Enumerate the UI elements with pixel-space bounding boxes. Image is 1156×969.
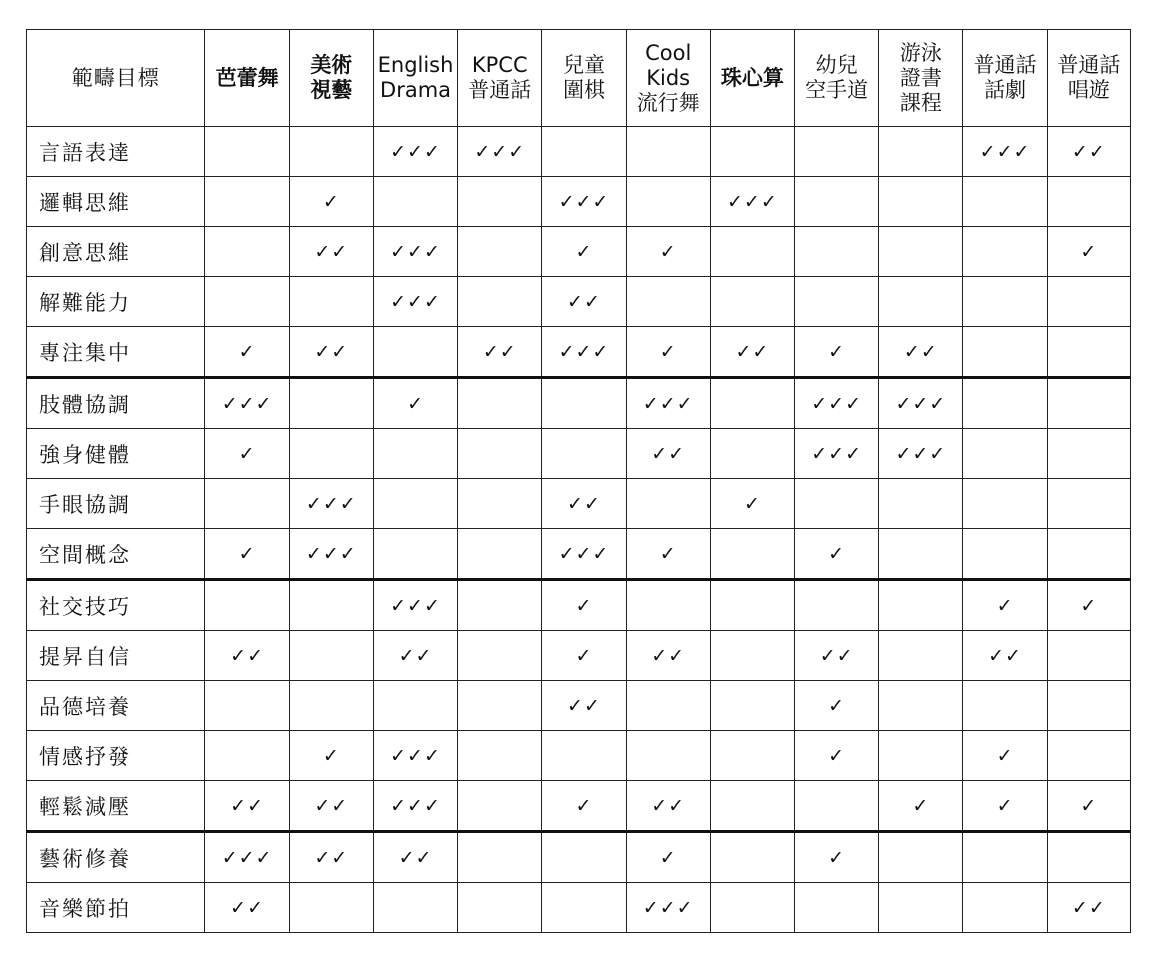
row-label: 品德培養 [27,681,205,731]
empty-cell [626,731,710,781]
checkmark-cell: ✓✓ [626,631,710,681]
checkmark-cell: ✓ [542,580,626,631]
checkmark-cell: ✓✓✓ [205,378,289,429]
empty-cell [542,127,626,177]
empty-cell [289,127,373,177]
checkmark-cell: ✓✓✓ [373,227,457,277]
checkmark-cell: ✓ [963,580,1047,631]
row-label: 音樂節拍 [27,883,205,933]
empty-cell [963,277,1047,327]
checkmark-cell: ✓✓ [963,631,1047,681]
checkmark-cell: ✓ [542,781,626,832]
table-row [27,327,1131,378]
checkmark-cell: ✓ [373,378,457,429]
empty-cell [963,378,1047,429]
empty-cell [205,177,289,227]
column-header [710,30,794,127]
column-header-line: 珠心算 [720,65,784,90]
checkmark-cell: ✓✓✓ [542,327,626,378]
checkmark-cell: ✓ [205,429,289,479]
empty-cell [710,429,794,479]
empty-cell [373,327,457,378]
empty-cell [626,580,710,631]
column-header-line: Cool [645,40,692,65]
empty-cell [373,479,457,529]
empty-cell [289,883,373,933]
column-header [879,30,963,127]
empty-cell [458,429,542,479]
empty-cell [963,177,1047,227]
empty-cell [289,378,373,429]
checkmark-cell: ✓ [795,681,879,731]
column-header [373,30,457,127]
empty-cell [289,580,373,631]
empty-cell [963,832,1047,883]
empty-cell [879,681,963,731]
row-label: 輕鬆減壓 [27,781,205,832]
checkmark-cell: ✓✓ [289,227,373,277]
table-row [27,731,1131,781]
row-label: 情感抒發 [27,731,205,781]
course-goals-table [26,29,1131,933]
empty-cell [963,327,1047,378]
empty-cell [710,227,794,277]
checkmark-cell: ✓ [626,529,710,580]
checkmark-cell: ✓✓ [710,327,794,378]
checkmark-cell: ✓✓✓ [879,378,963,429]
empty-cell [373,529,457,580]
checkmark-cell: ✓✓ [879,327,963,378]
table-row [27,529,1131,580]
column-header [289,30,373,127]
column-header [542,30,626,127]
table-row [27,580,1131,631]
column-header-line: 幼兒 [815,53,858,77]
checkmark-cell: ✓✓✓ [626,883,710,933]
column-header-line: 流行舞 [636,90,700,115]
empty-cell [205,681,289,731]
empty-cell [795,277,879,327]
empty-cell [710,580,794,631]
checkmark-cell: ✓✓✓ [542,529,626,580]
checkmark-cell: ✓ [1047,580,1130,631]
checkmark-cell: ✓✓ [626,429,710,479]
column-header [458,30,542,127]
row-label: 強身健體 [27,429,205,479]
empty-cell [289,429,373,479]
table-row [27,883,1131,933]
empty-cell [879,883,963,933]
column-header [626,30,710,127]
empty-cell [205,479,289,529]
empty-cell [373,681,457,731]
table-row [27,227,1131,277]
checkmark-cell: ✓✓ [205,883,289,933]
empty-cell [289,631,373,681]
empty-cell [1047,479,1130,529]
empty-cell [289,277,373,327]
empty-cell [795,127,879,177]
checkmark-cell: ✓✓✓ [710,177,794,227]
empty-cell [205,127,289,177]
row-label: 手眼協調 [27,479,205,529]
column-header-line: 美術 [310,53,353,77]
checkmark-cell: ✓✓ [205,781,289,832]
empty-cell [458,479,542,529]
checkmark-cell: ✓✓✓ [458,127,542,177]
empty-cell [458,883,542,933]
checkmark-cell: ✓ [289,731,373,781]
empty-cell [963,529,1047,580]
empty-cell [1047,429,1130,479]
empty-cell [626,277,710,327]
checkmark-cell: ✓✓✓ [963,127,1047,177]
empty-cell [626,681,710,731]
column-header-line: Drama [380,78,452,102]
empty-cell [458,227,542,277]
checkmark-cell: ✓ [205,529,289,580]
empty-cell [626,479,710,529]
empty-cell [710,781,794,832]
column-header-line: 證書 [899,65,942,90]
column-header-line: 視藝 [310,78,353,102]
empty-cell [1047,832,1130,883]
empty-cell [458,781,542,832]
empty-cell [458,681,542,731]
checkmark-cell: ✓ [626,327,710,378]
empty-cell [710,631,794,681]
empty-cell [879,529,963,580]
column-header [963,30,1047,127]
checkmark-cell: ✓✓ [542,681,626,731]
checkmark-cell: ✓✓✓ [373,127,457,177]
column-header-line: 圍棋 [562,78,605,102]
column-header [795,30,879,127]
checkmark-cell: ✓ [289,177,373,227]
checkmark-cell: ✓✓✓ [289,529,373,580]
empty-cell [458,378,542,429]
empty-cell [879,177,963,227]
checkmark-cell: ✓✓✓ [879,429,963,479]
checkmark-cell: ✓ [795,529,879,580]
checkmark-cell: ✓✓✓ [626,378,710,429]
table-row [27,429,1131,479]
empty-cell [1047,378,1130,429]
empty-cell [879,580,963,631]
empty-cell [542,429,626,479]
empty-cell [205,227,289,277]
checkmark-cell: ✓ [879,781,963,832]
row-label: 空間概念 [27,529,205,580]
empty-cell [963,479,1047,529]
column-header-line: 普通話 [1057,53,1121,77]
empty-cell [879,277,963,327]
empty-cell [710,127,794,177]
table-row [27,631,1131,681]
empty-cell [963,883,1047,933]
checkmark-cell: ✓ [963,731,1047,781]
corner-header: 範疇目標 [27,30,205,127]
empty-cell [205,731,289,781]
checkmark-cell: ✓✓✓ [373,781,457,832]
empty-cell [205,580,289,631]
checkmark-cell: ✓ [542,227,626,277]
checkmark-cell: ✓ [1047,227,1130,277]
table-row [27,378,1131,429]
checkmark-cell: ✓✓ [205,631,289,681]
empty-cell [795,227,879,277]
column-header-line: KPCC [471,53,528,77]
checkmark-cell: ✓ [963,781,1047,832]
empty-cell [710,832,794,883]
empty-cell [373,429,457,479]
table-row [27,681,1131,731]
checkmark-cell: ✓✓ [626,781,710,832]
empty-cell [879,479,963,529]
checkmark-cell: ✓✓✓ [795,378,879,429]
column-header-line: 課程 [899,90,942,115]
empty-cell [1047,731,1130,781]
checkmark-cell: ✓ [542,631,626,681]
row-label: 提昇自信 [27,631,205,681]
empty-cell [879,832,963,883]
table-row [27,127,1131,177]
checkmark-cell: ✓✓ [373,832,457,883]
checkmark-cell: ✓✓ [289,832,373,883]
empty-cell [458,731,542,781]
empty-cell [795,479,879,529]
empty-cell [963,681,1047,731]
checkmark-cell: ✓✓✓ [373,731,457,781]
empty-cell [458,177,542,227]
empty-cell [710,378,794,429]
checkmark-cell: ✓ [626,227,710,277]
checkmark-cell: ✓✓ [373,631,457,681]
checkmark-cell: ✓ [795,731,879,781]
empty-cell [795,883,879,933]
empty-cell [795,580,879,631]
empty-cell [710,883,794,933]
checkmark-cell: ✓✓ [542,479,626,529]
column-header-line: 游泳 [899,40,942,65]
empty-cell [1047,177,1130,227]
empty-cell [626,177,710,227]
table-row [27,177,1131,227]
checkmark-cell: ✓ [626,832,710,883]
column-header-line: 唱遊 [1067,78,1110,102]
empty-cell [205,277,289,327]
empty-cell [1047,277,1130,327]
empty-cell [879,631,963,681]
empty-cell [458,832,542,883]
checkmark-cell: ✓✓ [458,327,542,378]
table-row [27,832,1131,883]
column-header-line: 兒童 [562,53,605,77]
row-label: 肢體協調 [27,378,205,429]
empty-cell [542,731,626,781]
empty-cell [710,529,794,580]
empty-cell [542,378,626,429]
empty-cell [458,277,542,327]
checkmark-cell: ✓✓✓ [373,580,457,631]
table-body [27,127,1131,933]
row-label: 專注集中 [27,327,205,378]
empty-cell [1047,327,1130,378]
row-label: 邏輯思維 [27,177,205,227]
column-header-line: 普通話 [468,78,532,102]
empty-cell [373,177,457,227]
empty-cell [879,127,963,177]
column-header [1047,30,1130,127]
checkmark-cell: ✓ [1047,781,1130,832]
checkmark-cell: ✓✓✓ [373,277,457,327]
empty-cell [795,781,879,832]
checkmark-cell: ✓ [795,327,879,378]
row-label: 社交技巧 [27,580,205,631]
checkmark-cell: ✓ [710,479,794,529]
header-row [27,30,1131,127]
column-header-line: 話劇 [984,78,1027,102]
column-header-line: 芭蕾舞 [215,65,279,90]
column-header-line: English [377,53,454,77]
checkmark-cell: ✓✓ [1047,883,1130,933]
column-header [205,30,289,127]
empty-cell [710,277,794,327]
checkmark-cell: ✓✓ [289,327,373,378]
checkmark-cell: ✓ [205,327,289,378]
checkmark-cell: ✓✓ [289,781,373,832]
empty-cell [289,681,373,731]
empty-cell [373,883,457,933]
checkmark-cell: ✓✓ [795,631,879,681]
checkmark-cell: ✓✓ [1047,127,1130,177]
empty-cell [626,127,710,177]
row-label: 藝術修養 [27,832,205,883]
empty-cell [879,227,963,277]
empty-cell [1047,681,1130,731]
column-header-line: 空手道 [805,78,869,102]
empty-cell [710,731,794,781]
row-label: 言語表達 [27,127,205,177]
empty-cell [879,731,963,781]
table-row [27,781,1131,832]
empty-cell [458,529,542,580]
empty-cell [458,580,542,631]
checkmark-cell: ✓ [795,832,879,883]
checkmark-cell: ✓✓✓ [795,429,879,479]
empty-cell [1047,529,1130,580]
row-label: 解難能力 [27,277,205,327]
empty-cell [1047,631,1130,681]
empty-cell [710,681,794,731]
checkmark-cell: ✓✓✓ [542,177,626,227]
row-label: 創意思維 [27,227,205,277]
empty-cell [795,177,879,227]
checkmark-cell: ✓✓✓ [205,832,289,883]
table-row [27,479,1131,529]
column-header-line: Kids [646,65,691,90]
checkmark-cell: ✓✓ [542,277,626,327]
empty-cell [542,832,626,883]
empty-cell [458,631,542,681]
table-row [27,277,1131,327]
column-header-line: 普通話 [973,53,1037,77]
checkmark-cell: ✓✓✓ [289,479,373,529]
empty-cell [542,883,626,933]
empty-cell [963,227,1047,277]
empty-cell [963,429,1047,479]
